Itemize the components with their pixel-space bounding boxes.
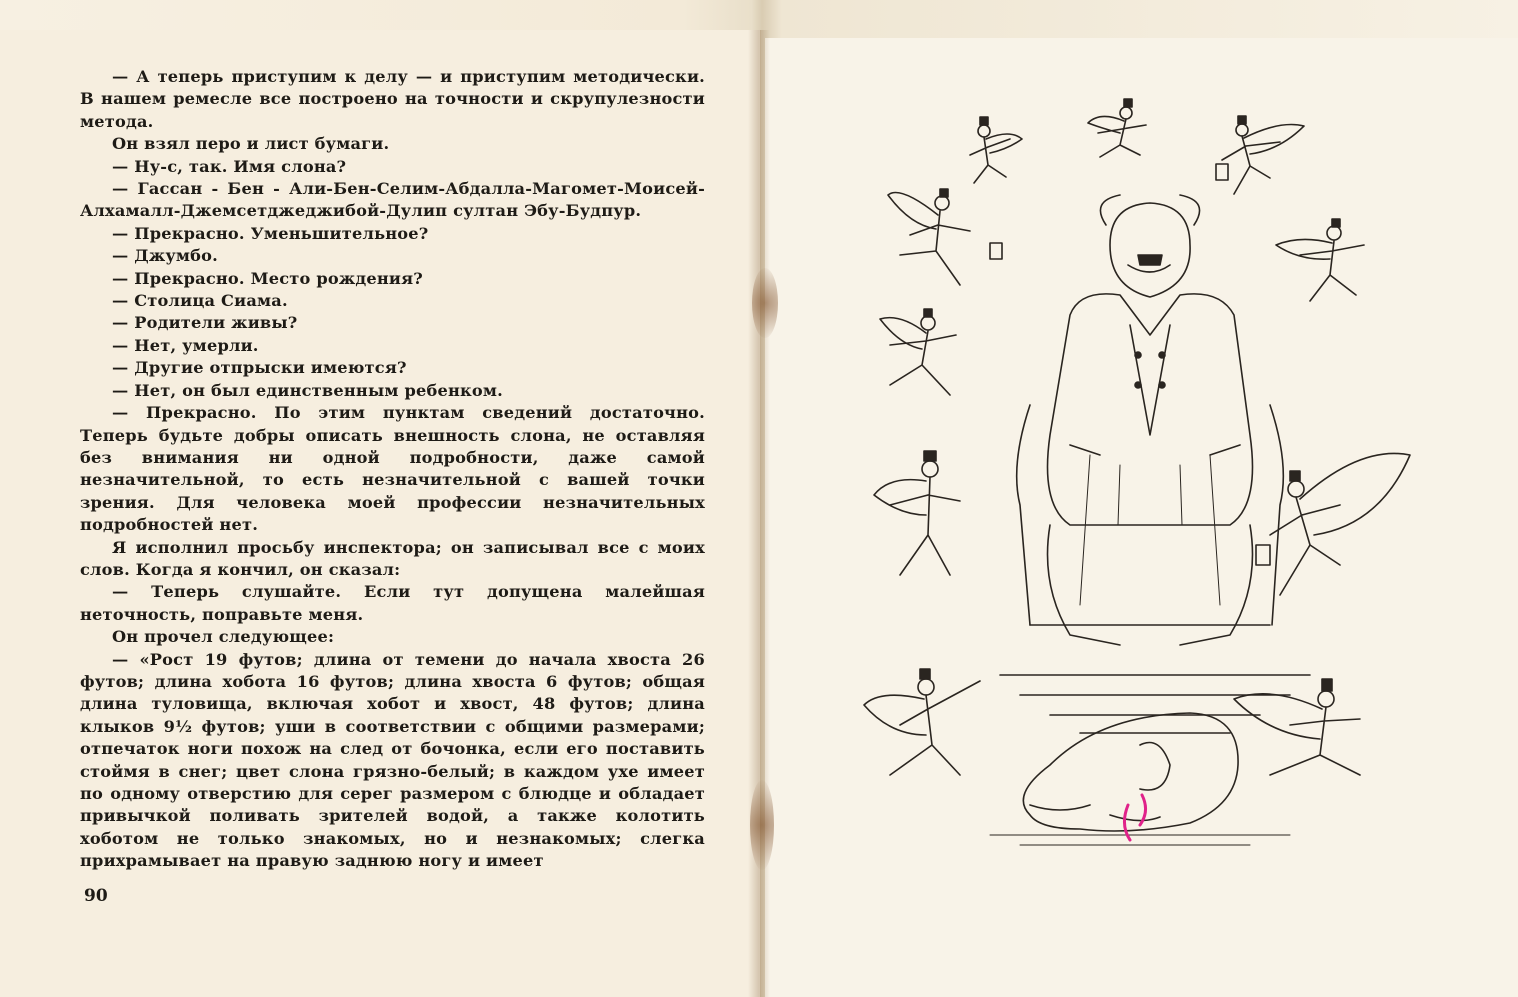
paragraph: — «Рост 19 футов; длина от темени до начала хвоста 26 футов; длина хобота 16 футов; длина хвоста 6 футов; общая длина туловища, включая хобот и хвост, 48 футов; длина клыков 9½ футов; уши в соответствии с общими размерами; отпечаток ноги похож на след от бочонка, если его поставить стоймя в снег; цвет слона грязно-белый; в каждом ухе имеет по одному отверстию для серег размером с блюдце и обладает привычкой поливать зрителей водой, а также колотить хоботом не только знакомых, но и незнакомых; слегка прихрамывает на правую заднюю ногу и имеет	[80, 649, 705, 871]
body-text	[80, 66, 705, 873]
paragraph: — А теперь приступим к делу — и приступим методически. В нашем ремесле все построено на точности и скрупулезности метода.	[80, 67, 705, 131]
binding-stain	[750, 780, 774, 870]
page-number: 90	[84, 886, 108, 906]
running-detective-icon	[1216, 116, 1304, 194]
sketch-icon	[850, 95, 1430, 865]
running-detective-icon	[1234, 679, 1360, 775]
illustration-inspector-and-detectives	[850, 95, 1430, 865]
binding-stain	[752, 268, 778, 338]
paragraph: — Прекрасно. По этим пунктам сведений достаточно. Теперь будьте добры описать внешность слона, не оставляя без внимания ни одной подробности, даже самой незначительной, то есть незначительной с вашей точки зрения. Для человека моей профессии незначительных подробностей нет.	[80, 403, 705, 535]
running-detective-icon	[1276, 219, 1364, 301]
paragraph: — Другие отпрыски имеются?	[112, 358, 407, 378]
paragraph: — Ну-с, так. Имя слона?	[112, 156, 347, 176]
running-detective-icon	[888, 189, 1002, 285]
paragraph: Я исполнил просьбу инспектора; он записывал все с моих слов. Когда я кончил, он сказал:	[80, 537, 705, 579]
seated-inspector-icon	[1000, 195, 1310, 733]
running-detective-icon	[864, 669, 980, 775]
paragraph: — Нет, он был единственным ребенком.	[112, 380, 504, 400]
running-detective-icon	[1088, 99, 1146, 157]
paragraph: — Теперь слушайте. Если тут допущена малейшая неточность, поправьте меня.	[80, 582, 705, 624]
running-detective-icon	[970, 117, 1022, 183]
paragraph: — Родители живы?	[112, 313, 298, 333]
paragraph: Он прочел следующее:	[112, 627, 335, 647]
paragraph: — Гассан - Бен - Али-Бен-Селим-Абдалла-Магомет-Моисей-Алхамалл-Джемсетджеджибой-Дулип султан Эбу-Будпур.	[80, 179, 705, 221]
paragraph: — Прекрасно. Уменьшительное?	[112, 223, 429, 243]
pink-mark-icon	[1124, 795, 1145, 840]
paragraph: — Прекрасно. Место рождения?	[112, 268, 423, 288]
paragraph: — Столица Сиама.	[112, 291, 288, 311]
running-detective-icon	[880, 309, 956, 395]
paragraph: — Джумбо.	[112, 246, 219, 266]
running-detective-icon	[874, 451, 960, 575]
paragraph: — Нет, умерли.	[112, 335, 259, 355]
paragraph: Он взял перо и лист бумаги.	[112, 134, 390, 154]
